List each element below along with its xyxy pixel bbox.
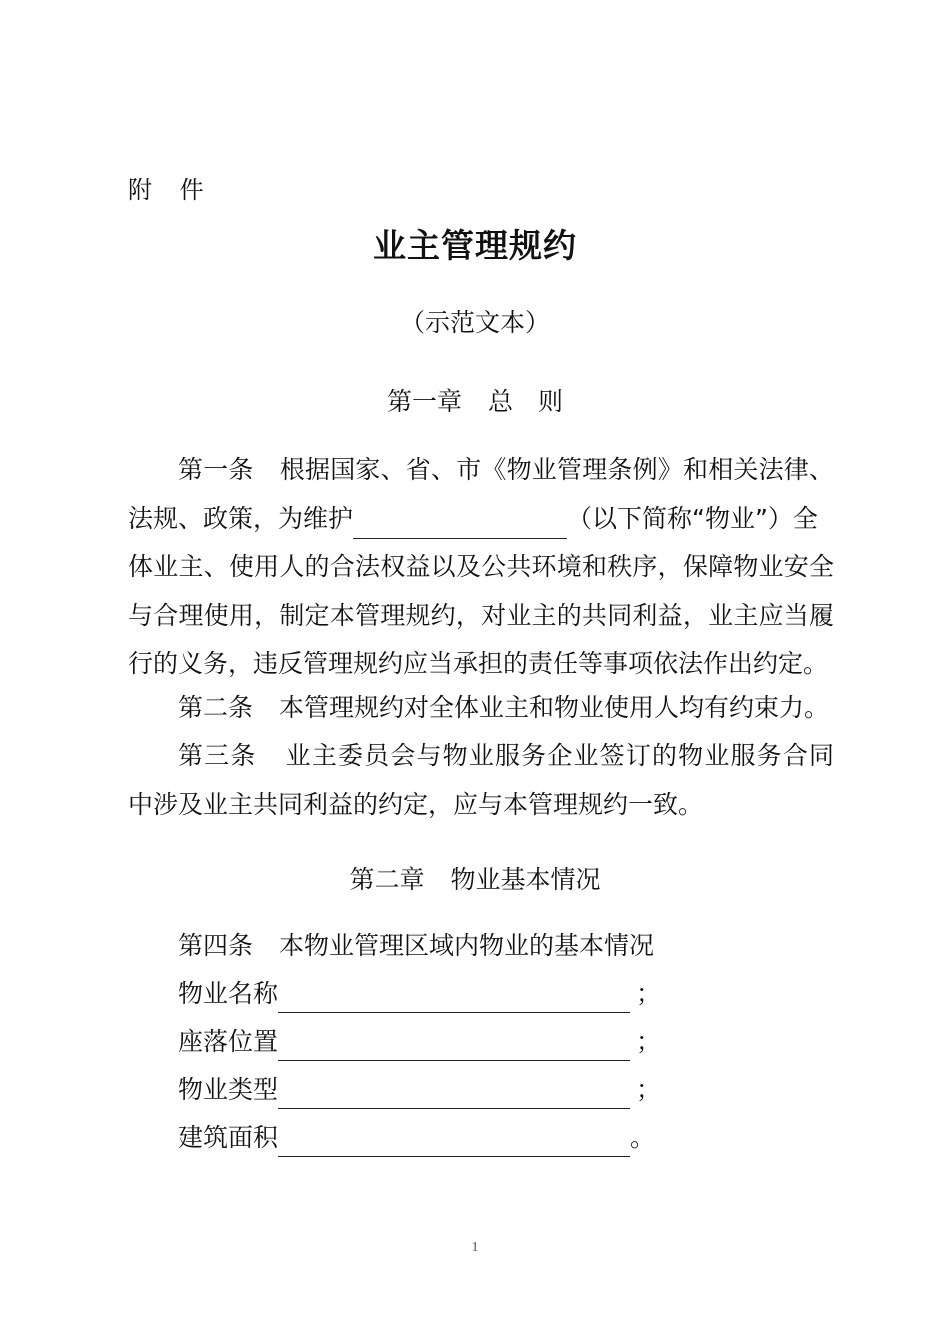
field-location [178,1022,662,1070]
article-2-text: 本管理规约对全体业主和物业使用人均有约束力。 [279,693,830,722]
article-1-line-2 [128,495,834,544]
field-building-area-end: 。 [630,1123,656,1152]
annex-label: 附 件 [128,176,214,204]
article-1-line-2-after: （以下简称“物业”）全 [567,503,818,533]
chapter-1-number: 第一章 [386,387,462,416]
article-1-line-5: 行的义务，违反管理规约应当承担的责任等事项依法作出约定。 [128,649,829,678]
article-4-label: 第四条 [178,931,254,960]
article-1-line-1-text: 根据国家、省、市《物业管理条例》和相关法律、 [279,455,834,484]
article-4-text: 本物业管理区域内物业的基本情况 [279,931,655,960]
article-2-line-1 [128,684,834,733]
field-property-type-label: 物业类型 [178,1075,279,1104]
chapter-1-heading [0,382,950,418]
field-property-name-end: ； [636,979,662,1008]
article-3-line-1-text: 业主委员会与物业服务企业签订的物业服务合同 [284,741,834,770]
article-3-line-2: 中涉及业主共同利益的约定，应与本管理规约一致。 [128,789,704,819]
field-building-area-label: 建筑面积 [178,1123,279,1152]
chapter-2-number: 第二章 [349,865,425,894]
article-4-line-1 [128,922,834,971]
article-4 [128,922,834,971]
article-1-label: 第一条 [178,455,254,484]
chapter-2-name: 物业基本情况 [450,865,601,894]
property-name-blank [353,508,567,539]
article-1-line-3: 体业主、使用人的合法权益以及公共环境和秩序，保障物业安全 [128,552,834,581]
field-property-type-end: ； [636,1075,662,1104]
chapter-1-name: 总 则 [488,387,564,416]
field-building-area-blank [278,1156,630,1157]
page-number: 1 [471,1240,479,1255]
article-3 [128,732,834,829]
article-1-line-2-before: 法规、政策，为维护 [128,503,354,533]
field-building-area [178,1118,658,1166]
article-2 [128,684,834,733]
field-location-end: ； [636,1027,662,1056]
field-location-label: 座落位置 [178,1027,279,1056]
article-1 [128,446,834,689]
document-title: 业主管理规约 [373,226,577,265]
article-1-line-4: 与合理使用，制定本管理规约，对业主的共同利益，业主应当履 [128,600,834,630]
document-subtitle: （示范文本） [399,308,550,337]
article-3-label: 第三条 [178,741,257,770]
field-property-name-label: 物业名称 [178,979,279,1008]
article-1-line-1 [128,446,834,495]
field-property-type-blank [278,1108,630,1109]
field-property-name-blank [278,1012,630,1013]
article-3-line-1 [128,732,834,781]
field-property-name [178,974,662,1022]
field-location-blank [278,1060,630,1061]
article-2-label: 第二条 [178,693,254,722]
field-property-type [178,1070,662,1118]
chapter-2-heading [0,860,950,896]
